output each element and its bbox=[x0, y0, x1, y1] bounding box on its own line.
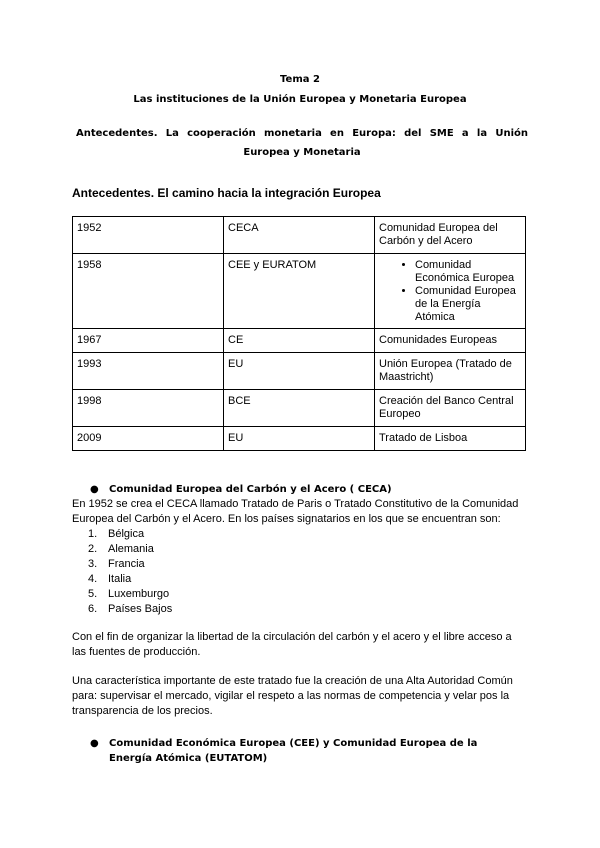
table-row bbox=[73, 427, 526, 451]
cee-heading bbox=[90, 736, 510, 766]
year-cell: 1998 bbox=[73, 390, 224, 427]
antecedentes-rest: . La cooperación monetaria en Europa: del SME a la Unión Europea y Monetaria bbox=[153, 128, 528, 158]
desc-cell bbox=[375, 254, 526, 329]
bullet-icon: ● bbox=[90, 738, 99, 749]
desc-list bbox=[379, 259, 521, 324]
signatory-countries-list bbox=[72, 527, 527, 617]
table-row bbox=[73, 390, 526, 427]
integration-timeline-table bbox=[72, 216, 526, 451]
desc-cell: Creación del Banco Central Europeo bbox=[375, 390, 526, 427]
list-item: • Comunidad Europea de la Energía Atómica bbox=[415, 285, 521, 324]
ceca-paragraph-2: Con el fin de organizar la libertad de la circulación del carbón y el acero y el libre acceso a las fuentes de producción. bbox=[72, 631, 512, 658]
ceca-paragraph-1: En 1952 se crea el CECA llamado Tratado de Paris o Tratado Constitutivo de la Comunidad Europea del Carbón y el Acero. En los países signatarios en los que se encuentran son: bbox=[72, 498, 519, 525]
year-cell: 1952 bbox=[73, 217, 224, 254]
country-name: Países Bajos bbox=[108, 603, 173, 615]
table-row bbox=[73, 254, 526, 329]
abbr-cell: CECA bbox=[224, 217, 375, 254]
list-number: 2. bbox=[88, 543, 98, 555]
country-name: Luxemburgo bbox=[108, 588, 170, 600]
abbr-cell: CEE y EURATOM bbox=[224, 254, 375, 329]
table-row bbox=[73, 217, 526, 254]
table-row bbox=[73, 353, 526, 390]
abbr-cell: BCE bbox=[224, 390, 375, 427]
year-cell: 1993 bbox=[73, 353, 224, 390]
antecedentes-heading bbox=[76, 124, 528, 162]
table-row bbox=[73, 329, 526, 353]
year-cell: 1967 bbox=[73, 329, 224, 353]
country-name: Italia bbox=[108, 573, 132, 585]
list-item bbox=[72, 587, 527, 602]
list-item: • Comunidad Económica Europea bbox=[415, 259, 521, 285]
desc-cell: Comunidad Europea del Carbón y del Acero bbox=[375, 217, 526, 254]
year-cell: 2009 bbox=[73, 427, 224, 451]
list-item bbox=[72, 572, 527, 587]
section-heading: Antecedentes. El camino hacia la integración Europea bbox=[72, 186, 381, 200]
list-item bbox=[72, 557, 527, 572]
list-item bbox=[72, 527, 527, 542]
ceca-paragraph-3: Una característica importante de este tratado fue la creación de una Alta Autoridad Común para: supervisar el mercado, vigilar el respeto a las normas de competencia y velar pos la transparencia de los precios. bbox=[72, 675, 513, 717]
document-title: Tema 2 bbox=[280, 74, 320, 85]
country-name: Alemania bbox=[108, 543, 154, 555]
list-number: 4. bbox=[88, 573, 98, 585]
list-number: 3. bbox=[88, 558, 98, 570]
abbr-cell: CE bbox=[224, 329, 375, 353]
desc-cell: Unión Europea (Tratado de Maastricht) bbox=[375, 353, 526, 390]
cee-heading-text: Comunidad Económica Europea (CEE) y Comunidad Europea de la Energía Atómica (EUTATOM) bbox=[109, 738, 478, 764]
abbr-cell: EU bbox=[224, 427, 375, 451]
bullet-icon: ● bbox=[90, 484, 99, 495]
desc-cell: Comunidades Europeas bbox=[375, 329, 526, 353]
year-cell: 1958 bbox=[73, 254, 224, 329]
country-name: Francia bbox=[108, 558, 145, 570]
country-name: Bélgica bbox=[108, 528, 145, 540]
list-number: 6. bbox=[88, 603, 98, 615]
list-item bbox=[72, 542, 527, 557]
list-number: 1. bbox=[88, 528, 98, 540]
list-number: 5. bbox=[88, 588, 98, 600]
ceca-heading-text: Comunidad Europea del Carbón y el Acero ( CECA) bbox=[109, 484, 392, 495]
abbr-cell: EU bbox=[224, 353, 375, 390]
list-item bbox=[72, 602, 527, 617]
antecedentes-label: Antecedentes bbox=[76, 128, 154, 139]
document-subtitle: Las instituciones de la Unión Europea y Monetaria Europea bbox=[133, 94, 467, 105]
desc-cell: Tratado de Lisboa bbox=[375, 427, 526, 451]
